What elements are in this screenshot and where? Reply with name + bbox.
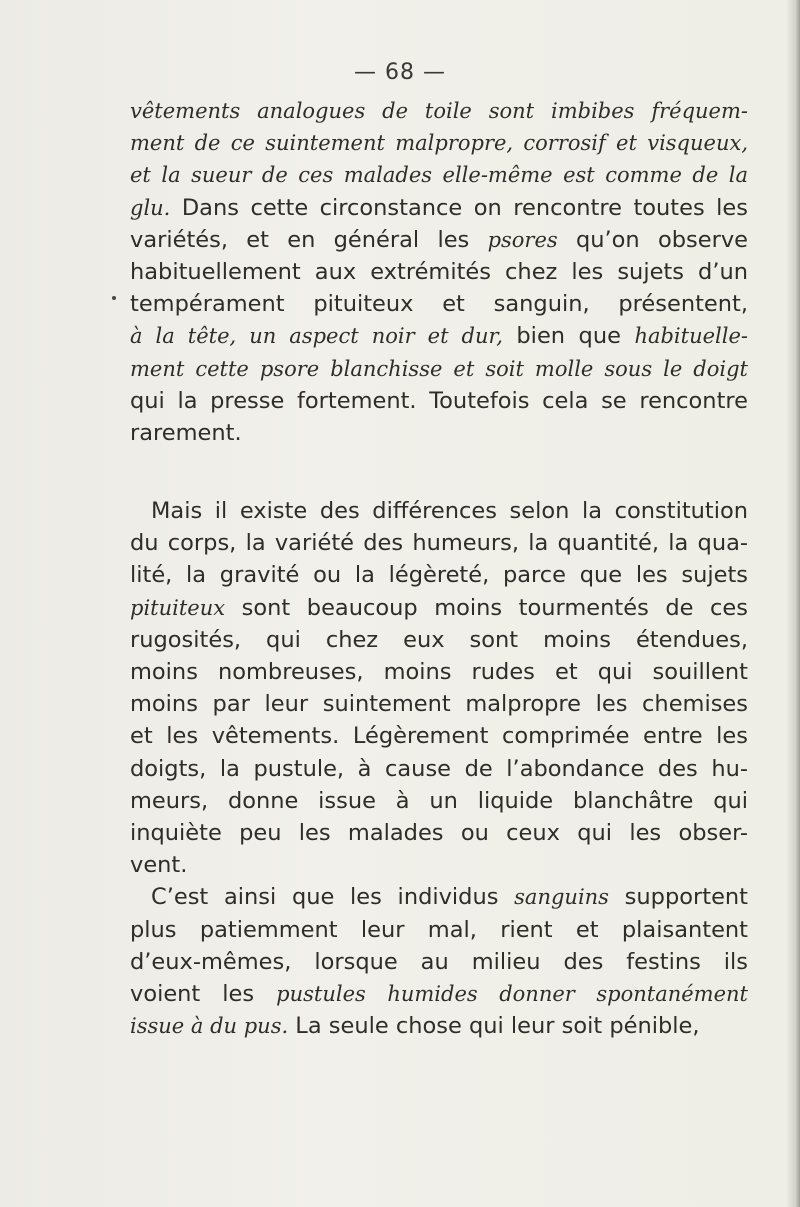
- text-line: [130, 527, 748, 559]
- italic-run: pustules humides donner spontanément: [276, 981, 748, 1006]
- text-line: [130, 785, 748, 817]
- text-line: [130, 978, 748, 1010]
- text-run: doigts, la pustule, à cause de l’abondance des hu-: [130, 755, 748, 782]
- text-line: [130, 385, 748, 417]
- body-text: [130, 95, 748, 1042]
- text-run: plus patiemment leur mal, rient et plaisantent: [130, 916, 748, 943]
- text-run: Mais il existe des différences selon la constitution: [151, 498, 748, 525]
- text-run: moins nombreuses, moins rudes et qui souillent: [130, 659, 748, 685]
- text-line: [130, 1010, 748, 1042]
- italic-run: glu.: [130, 195, 171, 220]
- text-line: [130, 224, 748, 256]
- text-run: sont beaucoup moins tourmentés de ces: [225, 594, 748, 621]
- text-run: C’est ainsi que les individus: [151, 884, 515, 911]
- text-line: [130, 946, 748, 978]
- text-run: supportent: [608, 884, 748, 911]
- ink-speck: [112, 296, 116, 300]
- text-run: variétés, et en général les: [130, 226, 488, 253]
- text-run: inquiète peu les malades ou ceux qui les obser-: [130, 819, 748, 846]
- text-run: meurs, donne issue à un liquide blanchâtre qui: [130, 787, 748, 814]
- text-run: qu’on observe: [557, 226, 748, 253]
- italic-run: ment de ce suintement malpropre, corrosif et visqueux,: [130, 131, 748, 156]
- text-line: [130, 688, 748, 720]
- text-line: [130, 192, 748, 224]
- page-edge-shadow: [786, 0, 800, 1207]
- page-number: — 68 —: [354, 60, 446, 85]
- italic-run: issue à du pus.: [130, 1014, 289, 1039]
- text-run: rarement.: [130, 419, 242, 446]
- italic-run: habituelle-: [634, 324, 748, 349]
- text-line: [130, 559, 748, 591]
- text-run: vent.: [130, 852, 188, 879]
- text-line: [130, 159, 748, 191]
- text-line: [130, 817, 748, 849]
- text-run: tempérament pituiteux et sanguin, présentent,: [130, 291, 748, 318]
- text-line: [130, 849, 748, 881]
- text-line: [130, 127, 748, 159]
- text-run: bien que: [502, 323, 635, 350]
- italic-run: à la tête, un aspect noir et dur,: [130, 324, 503, 349]
- text-line: [130, 914, 748, 946]
- text-line: [130, 320, 748, 352]
- text-line: [130, 288, 748, 320]
- text-line: [130, 881, 748, 913]
- text-run: rugosités, qui chez eux sont moins étendues,: [130, 626, 748, 653]
- text-line: [130, 656, 748, 688]
- text-line: [130, 353, 748, 385]
- text-run: La seule chose qui leur soit pénible,: [288, 1013, 700, 1040]
- text-line: [130, 417, 748, 449]
- text-run: habituellement aux extrémités chez les sujets d’un: [130, 258, 748, 285]
- text-run: et les vêtements. Légèrement comprimée entre les: [130, 723, 748, 750]
- text-run: d’eux-mêmes, lorsque au milieu des festins ils: [130, 948, 748, 975]
- italic-run: pituiteux: [130, 595, 226, 620]
- text-run: du corps, la variété des humeurs, la quantité, la qua-: [130, 530, 748, 557]
- text-line: [130, 495, 748, 527]
- text-run: Dans cette circonstance on rencontre toutes les: [170, 194, 748, 221]
- text-line: [130, 720, 748, 752]
- italic-run: et la sueur de ces malades elle-même est comme de la: [130, 163, 748, 188]
- italic-run: ment cette psore blanchisse et soit molle sous le doigt: [130, 356, 748, 381]
- italic-run: psores: [487, 227, 558, 252]
- text-line: [130, 624, 748, 656]
- text-line: [130, 592, 748, 624]
- text-run: lité, la gravité ou la légèreté, parce que les sujets: [130, 562, 748, 589]
- italic-run: vêtements analogues de toile sont imbibes fréquem-: [130, 99, 748, 123]
- text-run: voient les: [130, 980, 277, 1007]
- italic-run: sanguins: [514, 885, 609, 910]
- text-line: [130, 95, 748, 127]
- text-line: [130, 753, 748, 785]
- text-line: [130, 256, 748, 288]
- paragraph-gap: [130, 449, 748, 495]
- text-run: moins par leur suintement malpropre les chemises: [130, 691, 748, 718]
- text-run: qui la presse fortement. Toutefois cela se rencontre: [130, 387, 748, 414]
